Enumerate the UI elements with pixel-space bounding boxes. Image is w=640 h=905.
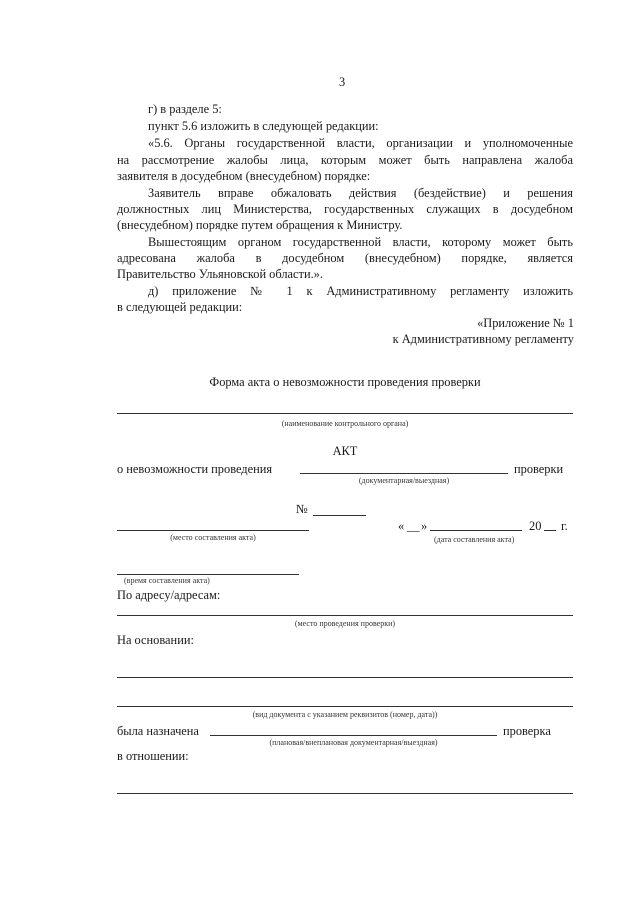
number-label: №	[296, 502, 308, 516]
act-heading: АКТ	[332, 444, 358, 458]
section-g-heading: г) в разделе 5:	[148, 102, 222, 116]
section-d-line: в следующей редакции:	[117, 300, 243, 314]
plan-type-line[interactable]	[210, 735, 497, 736]
year-line[interactable]	[544, 530, 556, 531]
basis-line-2[interactable]	[117, 706, 573, 707]
appendix-title: «Приложение № 1	[477, 316, 574, 330]
regarding-line[interactable]	[117, 793, 573, 794]
appeal-paragraph-line: (внесудебном) порядке путем обращения к Министру.	[117, 218, 403, 232]
date-day-blank[interactable]: __	[407, 519, 420, 533]
date-quote-open: «	[398, 519, 405, 533]
date-month-line[interactable]	[430, 530, 522, 531]
assigned-check-word: проверка	[503, 724, 551, 738]
superior-body-line: адресована жалоба в досудебном (внесудебном) порядке, является	[117, 251, 573, 265]
appeal-paragraph-line: должностных лиц Министерства, государственных служащих в досудебном	[117, 202, 573, 216]
year-prefix: 20	[529, 519, 542, 533]
superior-body-line: Вышестоящим органом государственной власти, которому может быть	[148, 235, 573, 249]
paragraph-5-6-line: «5.6. Органы государственной власти, организации и уполномоченные	[148, 136, 573, 150]
impossibility-prefix: о невозможности проведения	[117, 462, 273, 476]
regarding-label: в отношении:	[117, 749, 189, 763]
appeal-paragraph-line: Заявитель вправе обжаловать действия (бездействие) и решения	[148, 186, 573, 200]
time-caption: (время составления акта)	[124, 576, 210, 585]
section-g-intro: пункт 5.6 изложить в следующей редакции:	[148, 119, 379, 133]
inspection-word: проверки	[514, 462, 564, 476]
doc-type-line[interactable]	[300, 473, 508, 474]
document-caption: (вид документа с указанием реквизитов (номер, дата))	[252, 710, 438, 719]
time-line[interactable]	[117, 574, 299, 575]
address-label: По адресу/адресам:	[117, 588, 221, 602]
basis-line-1[interactable]	[117, 677, 573, 678]
date-caption: (дата составления акта)	[434, 535, 515, 544]
superior-body-line: Правительство Ульяновской области.».	[117, 267, 323, 281]
form-title: Форма акта о невозможности проведения проверки	[209, 375, 481, 389]
date-quote-close: »	[421, 519, 428, 533]
number-line[interactable]	[313, 515, 366, 516]
doc-type-caption: (документарная/выездная)	[358, 476, 450, 485]
plan-type-caption: (плановая/внеплановая документарная/выездная)	[269, 738, 438, 747]
assigned-label: была назначена	[117, 724, 199, 738]
org-name-line[interactable]	[117, 413, 573, 414]
org-caption: (наименование контрольного органа)	[281, 419, 409, 428]
page-number: 3	[339, 75, 346, 89]
place-caption: (место составления акта)	[170, 533, 256, 542]
paragraph-5-6-line: на рассмотрение жалобы лица, которым может быть направлена жалоба	[117, 153, 573, 167]
year-abbr: г.	[561, 519, 568, 533]
place-line[interactable]	[117, 530, 309, 531]
basis-label: На основании:	[117, 633, 194, 647]
appendix-subtitle: к Административному регламенту	[392, 332, 574, 346]
section-d-line: д) приложение № 1 к Административному регламенту изложить	[148, 284, 573, 298]
paragraph-5-6-line: заявителя в досудебном (внесудебном) порядке:	[117, 169, 371, 183]
inspection-place-caption: (место проведения проверки)	[294, 619, 396, 628]
address-line[interactable]	[117, 615, 573, 616]
